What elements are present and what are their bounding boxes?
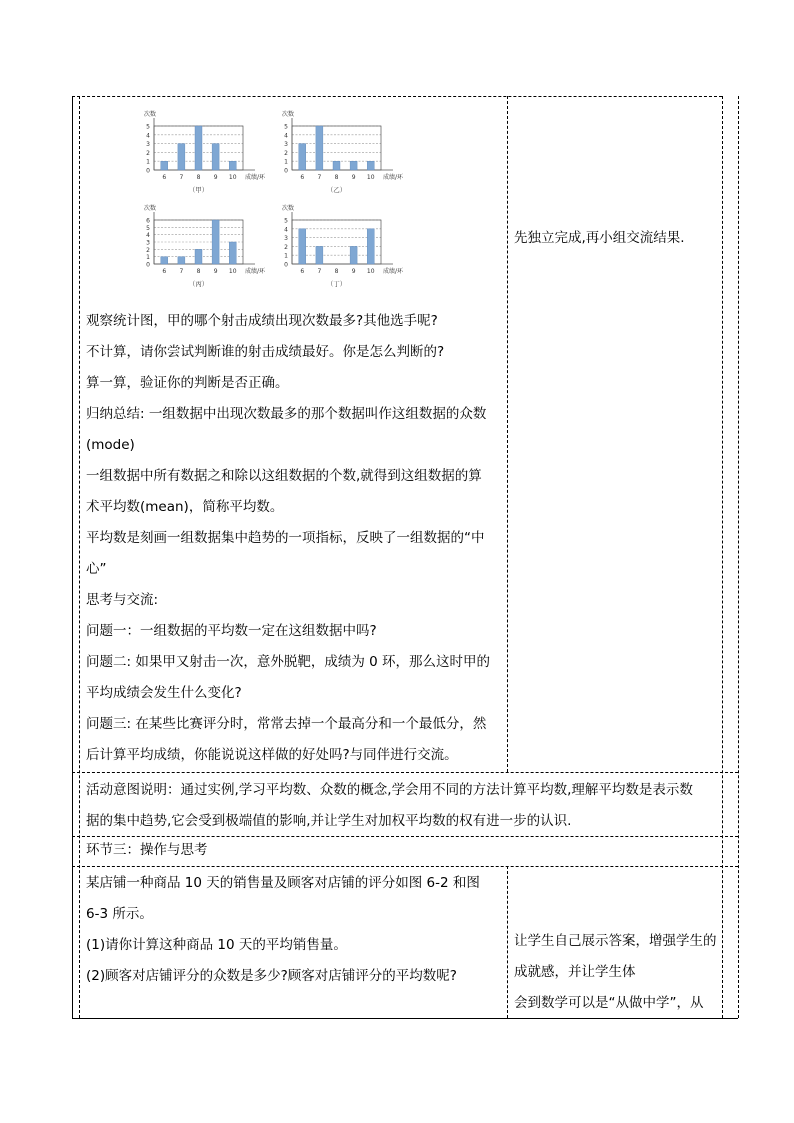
section1-line-4: (mode): [86, 437, 135, 453]
y-tick-label: 3: [146, 239, 150, 247]
bar: [350, 161, 357, 170]
y-tick-label: 4: [284, 132, 288, 140]
bar: [316, 246, 323, 264]
x-tick-label: 9: [213, 174, 218, 181]
x-tick-label: 10: [366, 268, 375, 275]
section1-line-0: 观察统计图，甲的哪个射击成绩出现次数最多?其他选手呢?: [86, 313, 438, 329]
bar: [367, 161, 374, 170]
row-divider-2: [72, 836, 738, 837]
bar: [195, 249, 202, 264]
y-tick-label: 4: [146, 132, 150, 140]
bar: [229, 161, 236, 170]
section1-line-8: 心”: [86, 561, 107, 577]
y-tick-label: 1: [284, 252, 288, 260]
bar: [161, 257, 168, 264]
bar: [316, 126, 323, 170]
intent-line-1: 据的集中趋势,它会受到极端值的影响,并让学生对加权平均数的权有进一步的认识.: [86, 813, 572, 829]
y-tick-label: 0: [146, 261, 150, 269]
x-tick-label: 6: [162, 268, 167, 275]
x-tick-label: 9: [213, 268, 218, 275]
chart-caption: （丙）: [188, 280, 209, 288]
y-axis-label: 次数: [282, 205, 295, 212]
y-tick-label: 1: [146, 254, 150, 262]
x-tick-label: 7: [317, 268, 322, 275]
bar: [229, 242, 236, 264]
y-axis-label: 次数: [282, 111, 295, 118]
section2-line-3: (2)顾客对店铺评分的众数是多少?顾客对店铺评分的平均数呢?: [86, 968, 457, 984]
bar: [333, 161, 340, 170]
y-tick-label: 5: [146, 224, 150, 232]
x-axis-label: 成绩/环: [383, 268, 404, 275]
row-divider-3: [72, 866, 738, 867]
section1-line-6: 术平均数(mean)，简称平均数。: [86, 499, 284, 515]
bar: [350, 246, 357, 264]
section1-line-3: 归纳总结: 一组数据中出现次数最多的那个数据叫作这组数据的众数: [86, 406, 487, 422]
chart-yi: [276, 106, 426, 202]
y-tick-label: 0: [284, 167, 288, 175]
y-axis-label: 次数: [144, 111, 157, 118]
x-axis-label: 成绩/环: [383, 174, 404, 181]
bar: [161, 161, 168, 170]
section1-line-1: 不计算，请你尝试判断谁的射击成绩最好。你是怎么判断的?: [86, 344, 445, 360]
x-tick-label: 6: [162, 174, 167, 181]
table-left-border: [72, 96, 73, 1018]
chart-ding: [276, 200, 426, 296]
bar: [367, 229, 374, 264]
y-tick-label: 4: [284, 226, 288, 234]
table-right-border: [722, 96, 723, 1018]
section1-line-14: 后计算平均成绩，你能说说这样做的好处吗?与同伴进行交流。: [86, 747, 458, 763]
x-tick-label: 6: [300, 174, 305, 181]
y-axis-label: 次数: [144, 205, 157, 212]
chart-jia: [138, 106, 288, 202]
y-tick-label: 3: [284, 235, 288, 243]
section2-right-line-1: 成就感，并让学生体: [514, 964, 636, 980]
y-tick-label: 3: [284, 141, 288, 149]
bar: [178, 257, 185, 264]
bar: [178, 144, 185, 170]
section1-line-10: 问题一：一组数据的平均数一定在这组数据中吗?: [86, 623, 377, 639]
y-tick-label: 2: [284, 149, 288, 157]
x-tick-label: 8: [334, 268, 339, 275]
intent-line-0: 活动意图说明：通过实例,学习平均数、众数的概念,学会用不同的方法计算平均数,理解平均数是表示数: [86, 782, 693, 798]
y-tick-label: 2: [284, 243, 288, 251]
table-top-border: [72, 96, 722, 97]
x-axis-label: 成绩/环: [245, 174, 266, 181]
section1-line-7: 平均数是刻画一组数据集中趋势的一项指标，反映了一组数据的“中: [86, 530, 485, 546]
chart-bing: [138, 200, 288, 296]
column-divider-bottom: [507, 866, 508, 1018]
bar: [299, 229, 306, 264]
section1-right-note: 先独立完成,再小组交流结果.: [514, 230, 685, 246]
chart-caption: （丁）: [326, 280, 347, 288]
table-bottom-border: [72, 1018, 738, 1019]
x-tick-label: 7: [179, 268, 184, 275]
x-tick-label: 6: [300, 268, 305, 275]
chart-caption: （乙）: [326, 186, 347, 194]
y-tick-label: 0: [146, 167, 150, 175]
y-tick-label: 1: [146, 158, 150, 166]
section1-line-9: 思考与交流:: [86, 592, 159, 608]
column-divider-top: [507, 96, 508, 772]
section1-line-2: 算一算，验证你的判断是否正确。: [86, 375, 289, 391]
x-tick-label: 8: [334, 174, 339, 181]
x-tick-label: 7: [317, 174, 322, 181]
x-tick-label: 10: [228, 174, 237, 181]
y-tick-label: 3: [146, 141, 150, 149]
y-tick-label: 4: [146, 232, 150, 240]
row-divider-1: [72, 772, 738, 773]
y-tick-label: 5: [284, 217, 288, 225]
x-tick-label: 8: [196, 174, 201, 181]
chart-caption: （甲）: [188, 186, 209, 194]
section2-line-0: 某店铺一种商品 10 天的销售量及顾客对店铺的评分如图 6-2 和图: [86, 875, 480, 891]
bar: [212, 144, 219, 170]
section1-line-11: 问题二: 如果甲又射击一次，意外脱靶，成绩为 0 环，那么这时甲的: [86, 654, 491, 670]
bar: [195, 126, 202, 170]
x-axis-label: 成绩/环: [245, 268, 266, 275]
x-tick-label: 8: [196, 268, 201, 275]
y-tick-label: 2: [146, 149, 150, 157]
y-tick-label: 0: [284, 261, 288, 269]
x-tick-label: 7: [179, 174, 184, 181]
bar: [299, 144, 306, 170]
x-tick-label: 9: [351, 174, 356, 181]
y-tick-label: 2: [146, 246, 150, 254]
bar: [212, 220, 219, 264]
section2-right-line-0: 让学生自己展示答案，增强学生的: [514, 933, 717, 949]
section1-line-12: 平均成绩会发生什么变化?: [86, 685, 242, 701]
stage3-title: 环节三：操作与思考: [86, 842, 208, 858]
table-outer-right-border: [738, 96, 739, 1018]
y-tick-label: 1: [284, 158, 288, 166]
section1-line-5: 一组数据中所有数据之和除以这组数据的个数,就得到这组数据的算: [86, 468, 482, 484]
y-tick-label: 5: [146, 123, 150, 131]
y-tick-label: 6: [146, 217, 150, 225]
x-tick-label: 10: [366, 174, 375, 181]
section2-line-1: 6-3 所示。: [86, 906, 153, 922]
x-tick-label: 10: [228, 268, 237, 275]
y-tick-label: 5: [284, 123, 288, 131]
table-left-inner-border: [79, 96, 80, 1018]
section1-line-13: 问题三: 在某些比赛评分时，常常去掉一个最高分和一个最低分，然: [86, 716, 487, 732]
section2-right-line-2: 会到数学可以是“从做中学”，从: [514, 995, 704, 1011]
x-tick-label: 9: [351, 268, 356, 275]
section2-line-2: (1)请你计算这种商品 10 天的平均销售量。: [86, 937, 347, 953]
